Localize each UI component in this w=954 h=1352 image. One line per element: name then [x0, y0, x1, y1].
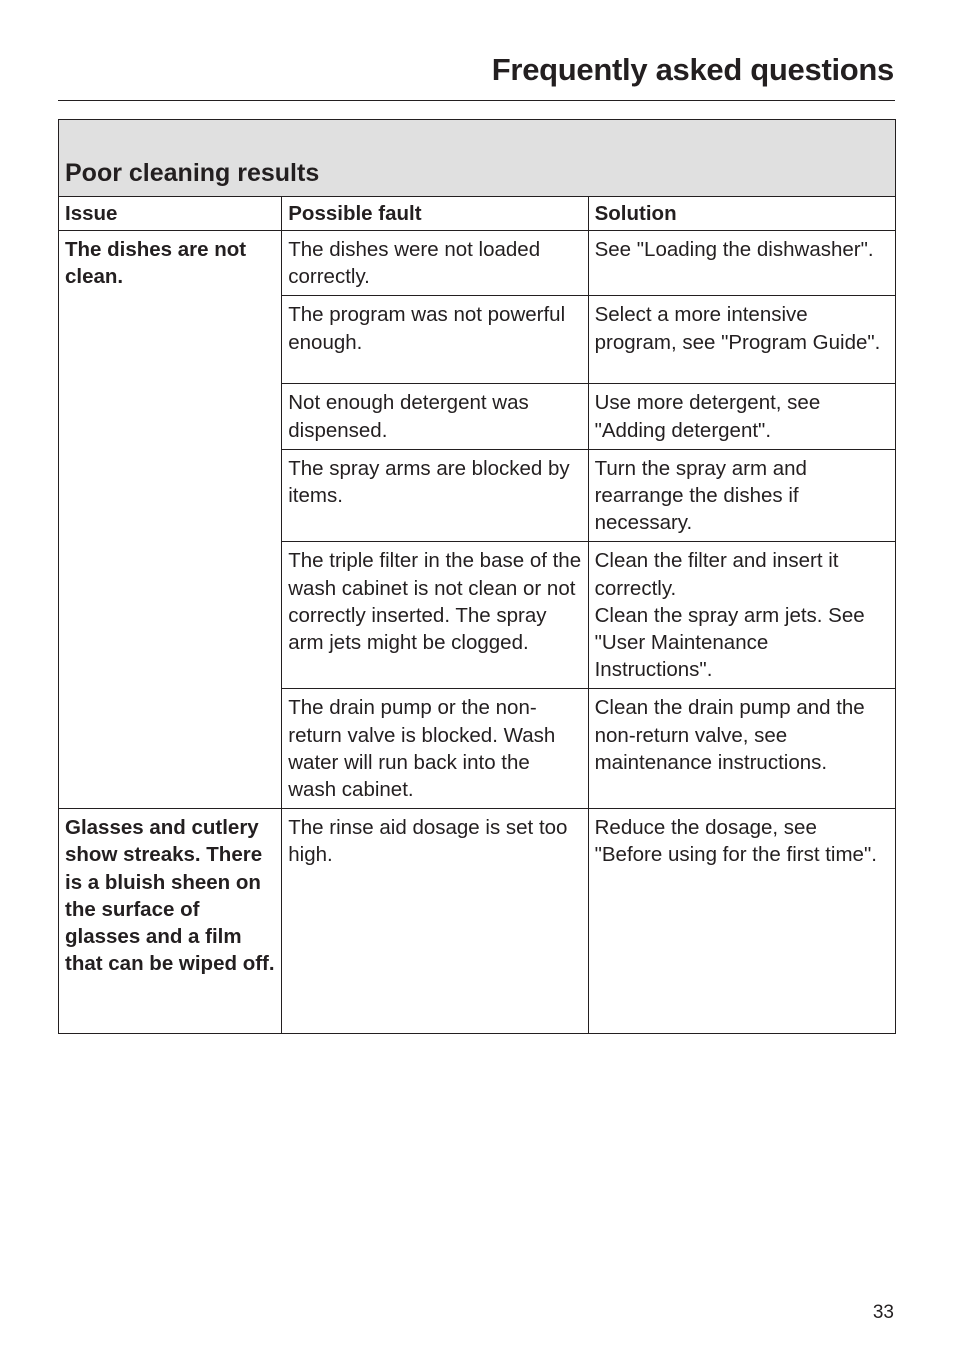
fault-cell: Not enough detergent was dispensed.	[282, 384, 588, 449]
table-row	[59, 809, 896, 1034]
fault-cell: The triple filter in the base of the wash cabinet is not clean or not correctly inserted. The spray arm jets might be clogged.	[282, 542, 588, 689]
solution-cell: See "Loading the dishwasher".	[588, 231, 895, 296]
column-header-issue: Issue	[59, 197, 282, 231]
section-header	[59, 120, 896, 197]
fault-cell: The dishes were not loaded correctly.	[282, 231, 588, 296]
column-header-fault: Possible fault	[282, 197, 588, 231]
solution-cell: Turn the spray arm and rearrange the dishes if necessary.	[588, 449, 895, 542]
column-header-row	[59, 197, 896, 231]
fault-cell: The drain pump or the non-return valve is blocked. Wash water will run back into the wash cabinet.	[282, 689, 588, 809]
solution-cell: Reduce the dosage, see "Before using for the first time".	[588, 809, 895, 1034]
solution-cell: Clean the drain pump and the non-return valve, see maintenance instructions.	[588, 689, 895, 809]
column-header-solution: Solution	[588, 197, 895, 231]
solution-cell: Clean the filter and insert it correctly. Clean the spray arm jets. See "User Maintenance Instructions".	[588, 542, 895, 689]
solution-cell: Use more detergent, see "Adding detergent".	[588, 384, 895, 449]
faq-table	[58, 119, 896, 1034]
issue-cell: The dishes are not clean.	[59, 231, 282, 809]
fault-cell: The program was not powerful enough.	[282, 296, 588, 384]
fault-cell: The spray arms are blocked by items.	[282, 449, 588, 542]
page-number: 33	[872, 1302, 894, 1323]
issue-cell: Glasses and cutlery show streaks. There is a bluish sheen on the surface of glasses and a film that can be wiped off.	[59, 809, 282, 1034]
fault-cell: The rinse aid dosage is set too high.	[282, 809, 588, 1034]
section-header-row	[59, 120, 896, 197]
header-divider	[58, 100, 895, 101]
table-row	[59, 231, 896, 296]
page-title: Frequently asked questions	[491, 52, 894, 87]
section-title: Poor cleaning results	[65, 159, 320, 187]
solution-cell: Select a more intensive program, see "Program Guide".	[588, 296, 895, 384]
